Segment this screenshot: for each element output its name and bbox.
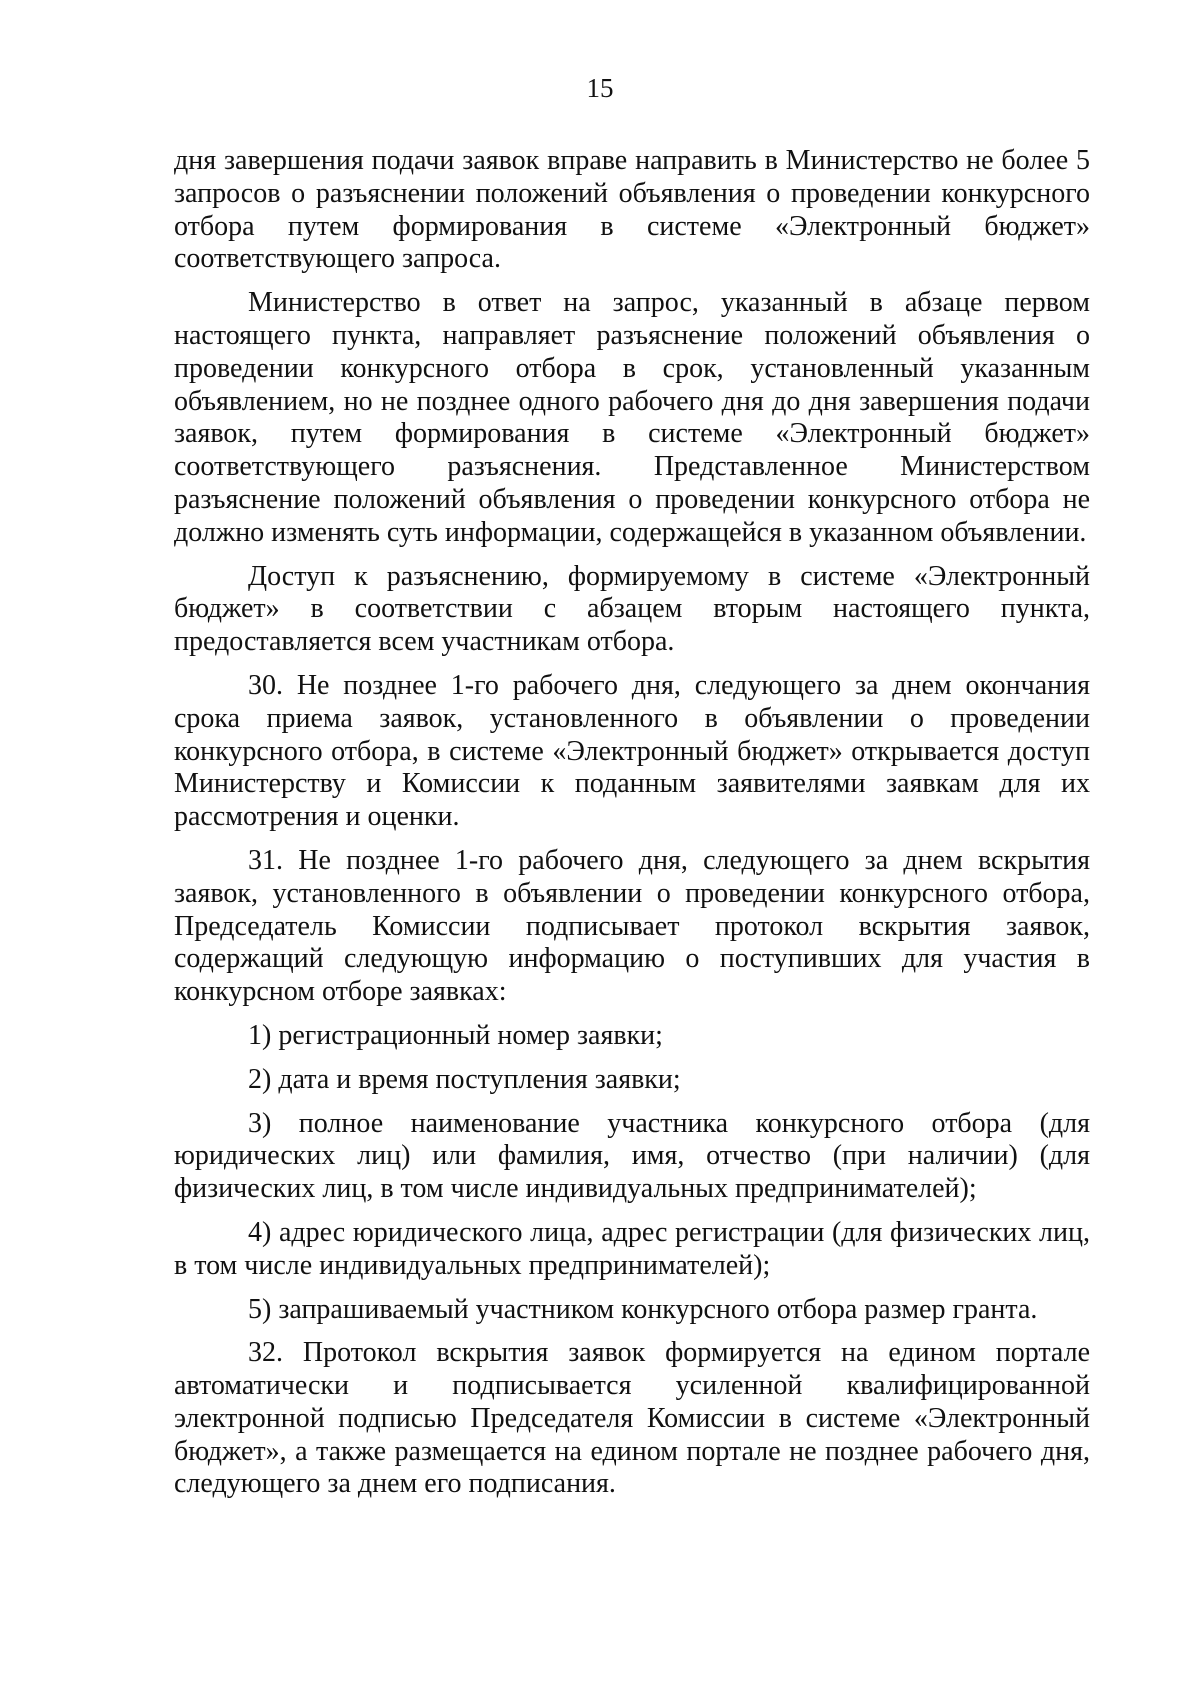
paragraph-continuation: дня завершения подачи заявок вправе направить в Министерство не более 5 запросов о разъяснении положений объявления о проведении конкурсного отбора путем формирования в системе «Электронный бюджет» соответствующего запроса. — [174, 145, 1090, 275]
list-item-1: 1) регистрационный номер заявки; — [248, 1019, 663, 1051]
paragraph-item-30: 30. Не позднее 1-го рабочего дня, следующего за днем окончания срока приема заявок, установленного в объявлении о проведении конкурсного отбора, в системе «Электронный бюджет» открывается доступ Министерству и Комиссии к поданным заявителями заявкам для их рассмотрения и оценки. — [174, 669, 1090, 833]
list-item-2: 2) дата и время поступления заявки; — [248, 1063, 681, 1095]
page-number: 15 — [586, 73, 614, 103]
list-item-5: 5) запрашиваемый участником конкурсного отбора размер гранта. — [248, 1293, 1038, 1325]
paragraph-ministry-reply: Министерство в ответ на запрос, указанный в абзаце первом настоящего пункта, направляет разъяснение положений объявления о проведении конкурсного отбора в срок, установленный указанным объявлением, но не позднее одного рабочего дня до дня завершения подачи заявок, путем формирования в системе «Электронный бюджет» соответствующего разъяснения. Представленное Министерством разъяснение положений объявления о проведении конкурсного отбора не должно изменять суть информации, содержащейся в указанном объявлении. — [174, 287, 1090, 548]
list-item-4: 4) адрес юридического лица, адрес регистрации (для физических лиц, в том числе индивидуальных предпринимателей); — [174, 1216, 1090, 1281]
paragraph-item-31: 31. Не позднее 1-го рабочего дня, следующего за днем вскрытия заявок, установленного в объявлении о проведении конкурсного отбора, Председатель Комиссии подписывает протокол вскрытия заявок, содержащий следующую информацию о поступивших для участия в конкурсном отборе заявках: — [174, 844, 1090, 1008]
paragraph-access-clarification: Доступ к разъяснению, формируемому в системе «Электронный бюджет» в соответствии с абзацем вторым настоящего пункта, предоставляется всем участникам отбора. — [174, 560, 1090, 658]
document-body — [174, 145, 1090, 1512]
paragraph-item-32: 32. Протокол вскрытия заявок формируется на едином портале автоматически и подписывается усиленной квалифицированной электронной подписью Председателя Комиссии в системе «Электронный бюджет», а также размещается на едином портале не позднее рабочего дня, следующего за днем его подписания. — [174, 1337, 1090, 1500]
list-item-3: 3) полное наименование участника конкурсного отбора (для юридических лиц) или фамилия, имя, отчество (при наличии) (для физических лиц, в том числе индивидуальных предпринимателей); — [174, 1107, 1090, 1205]
